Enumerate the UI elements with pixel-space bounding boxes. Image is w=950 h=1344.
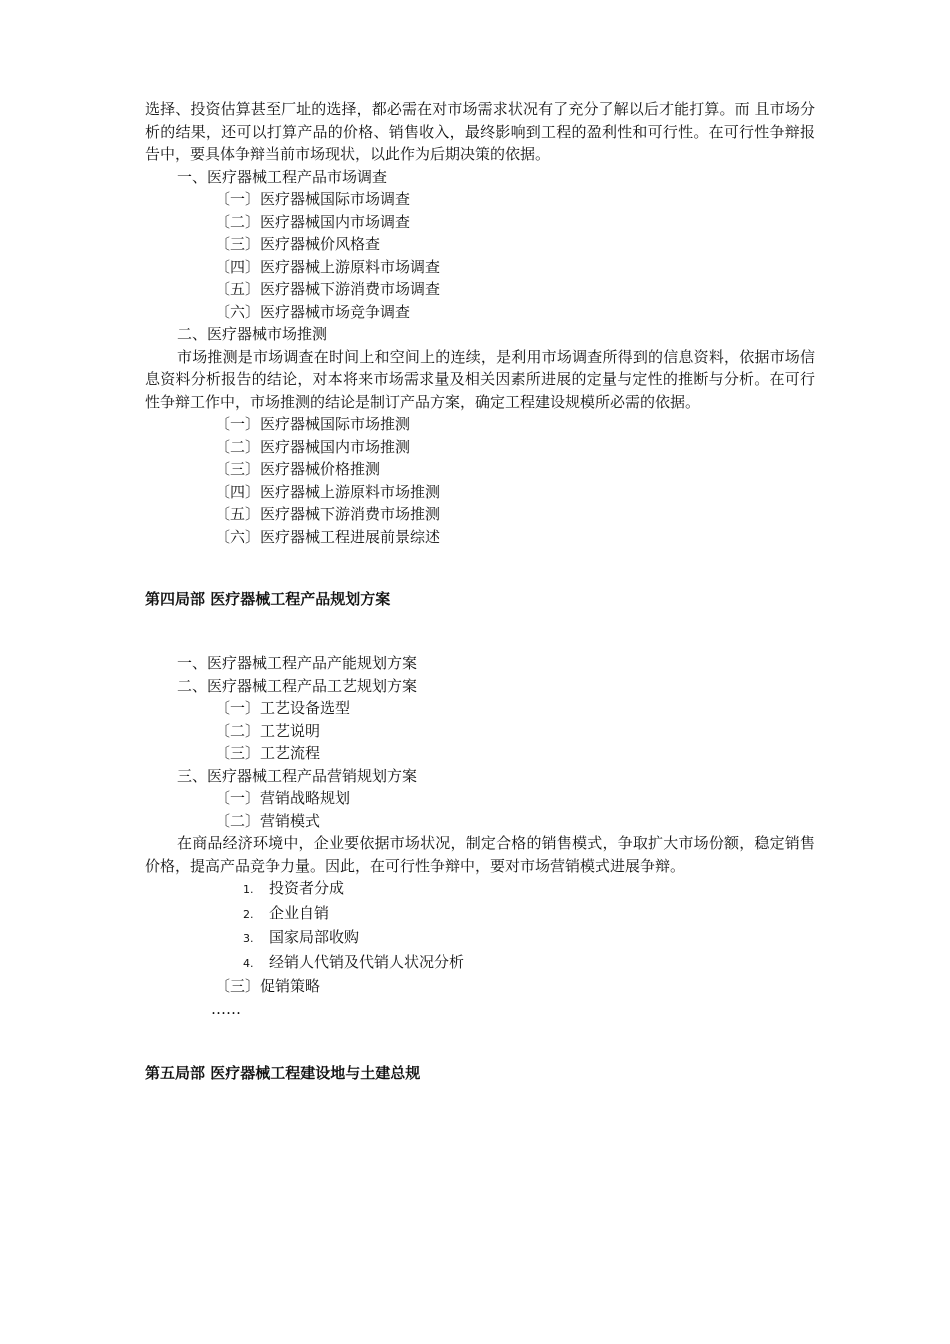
list-item: 〔五〕医疗器械下游消费市场推测 xyxy=(215,505,441,523)
item-text: 投资者分成 xyxy=(269,879,345,897)
list-item: 〔四〕医疗器械上游原料市场推测 xyxy=(215,482,441,501)
section-title: 二、医疗器械市场推测 xyxy=(177,325,328,343)
list-item: 〔一〕医疗器械国际市场调查 xyxy=(215,190,411,208)
item-text: 企业自销 xyxy=(269,903,330,922)
section-title: 一、医疗器械工程产品市场调查 xyxy=(177,167,388,186)
item-number: 1. xyxy=(243,883,254,896)
document-page xyxy=(145,98,815,1084)
list-item: 〔二〕医疗器械国内市场调查 xyxy=(215,212,411,231)
list-item: 〔二〕医疗器械国内市场推测 xyxy=(215,437,411,456)
part-heading: 第五局部 医疗器械工程建设地与土建总规 xyxy=(145,1064,421,1082)
body-paragraph: 市场推测是市场调查在时间上和空间上的连续，是利用市场调查所得到的信息资料，依据市场信息资料分析报告的结论，对本将来市场需求量及相关因素所进展的定量与定性的推断与分析。在可行性争辩工作中，市场推测的结论是制订产品方案，确定工程建设规模所必需的依据。 xyxy=(145,347,815,411)
item-number: 4. xyxy=(243,956,254,970)
list-item: 〔三〕医疗器械价格推测 xyxy=(215,460,381,478)
section-title: 三、医疗器械工程产品营销规划方案 xyxy=(177,766,418,785)
item-text: 国家局部收购 xyxy=(269,928,360,946)
list-item: 〔二〕工艺说明 xyxy=(215,721,321,740)
list-item: 〔三〕工艺流程 xyxy=(215,744,321,762)
list-item: 〔一〕医疗器械国际市场推测 xyxy=(215,415,411,433)
numbered-item xyxy=(145,902,815,927)
list-item: 〔五〕医疗器械下游消费市场调查 xyxy=(215,280,441,298)
intro-paragraph: 选择、投资估算甚至厂址的选择，都必需在对市场需求状况有了充分了解以后才能打算。而 且市场分析的结果，还可以打算产品的价格、销售收入，最终影响到工程的盈利性和可行性。在可行性争辩报告中，要具体争辩当前市场现状，以此作为后期决策的依据。 xyxy=(145,100,815,163)
item-number: 3. xyxy=(243,932,254,945)
item-text: 经销人代销及代销人状况分析 xyxy=(269,952,465,971)
ellipsis: …… xyxy=(211,999,241,1018)
numbered-item xyxy=(145,926,815,951)
list-item: 〔一〕工艺设备选型 xyxy=(215,699,351,717)
list-item: 〔六〕医疗器械市场竞争调查 xyxy=(215,302,411,321)
list-item: 〔三〕医疗器械价风格查 xyxy=(215,235,381,253)
list-item: 〔一〕营销战略规划 xyxy=(215,789,351,807)
section-title: 二、医疗器械工程产品工艺规划方案 xyxy=(177,676,418,695)
numbered-item xyxy=(145,877,815,902)
numbered-item xyxy=(145,951,815,976)
list-item: 〔六〕医疗器械工程进展前景综述 xyxy=(215,527,441,546)
list-item: 〔二〕营销模式 xyxy=(215,811,321,830)
item-number: 2. xyxy=(243,907,254,921)
body-paragraph: 在商品经济环境中，企业要依据市场状况，制定合格的销售模式，争取扩大市场份额，稳定销售价格，提高产品竞争力量。因此，在可行性争辩中，要对市场营销模式进展争辩。 xyxy=(145,834,815,875)
part-heading: 第四局部 医疗器械工程产品规划方案 xyxy=(145,590,391,608)
list-item: 〔三〕促销策略 xyxy=(215,977,321,995)
section-title: 一、医疗器械工程产品产能规划方案 xyxy=(177,654,418,672)
list-item: 〔四〕医疗器械上游原料市场调查 xyxy=(215,257,441,276)
